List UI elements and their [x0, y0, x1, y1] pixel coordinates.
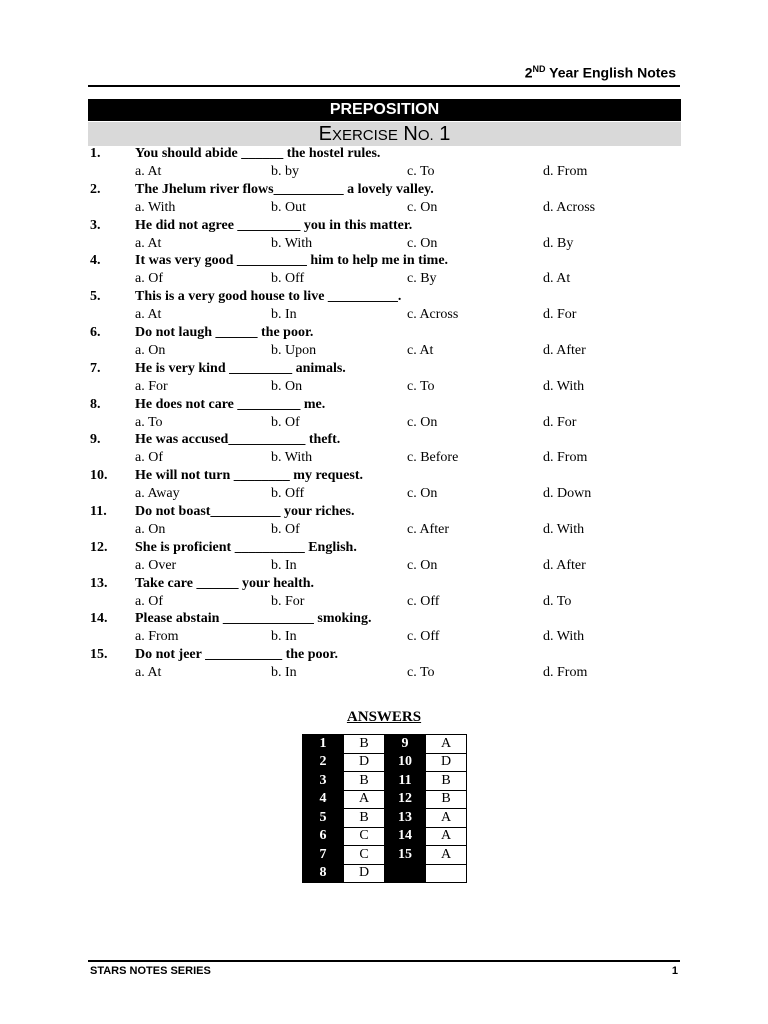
answer-letter: D — [426, 753, 467, 772]
option-b: b. On — [271, 378, 303, 394]
answer-letter: B — [344, 735, 385, 754]
question-text: You should abide ______ the hostel rules. — [135, 146, 381, 161]
question-item — [88, 325, 688, 361]
option-d: d. For — [543, 414, 577, 430]
option-b: b. Out — [271, 199, 306, 215]
answer-row — [303, 753, 467, 772]
option-b: b. Of — [271, 521, 300, 537]
answer-letter: A — [426, 827, 467, 846]
option-d: d. With — [543, 521, 585, 537]
option-b: b. For — [271, 593, 305, 609]
answer-letter: A — [426, 735, 467, 754]
question-text: She is proficient __________ English. — [135, 539, 357, 555]
answer-letter: A — [426, 846, 467, 865]
question-item — [88, 540, 688, 576]
option-d: d. With — [543, 378, 585, 394]
question-text: Do not boast__________ your riches. — [135, 503, 355, 519]
question-text: He is very kind _________ animals. — [135, 360, 346, 376]
option-c: c. Off — [407, 593, 440, 609]
answer-letter: B — [426, 772, 467, 791]
answer-letter: B — [344, 809, 385, 828]
answer-letter: D — [344, 753, 385, 772]
option-c: c. On — [407, 486, 438, 502]
option-b: b. Off — [271, 271, 305, 287]
question-number: 11. — [90, 503, 107, 519]
question-number: 9. — [90, 432, 101, 448]
option-a: a. With — [135, 199, 176, 215]
answer-question-number: 13 — [385, 809, 426, 828]
answer-question-number: 10 — [385, 753, 426, 772]
option-d: d. Down — [543, 486, 592, 502]
question-number: 6. — [90, 324, 101, 340]
section-title: PREPOSITION — [88, 99, 681, 121]
option-b: b. In — [271, 665, 297, 681]
question-text: He was accused___________ theft. — [135, 432, 341, 448]
question-number: 12. — [90, 539, 108, 555]
answer-letter: C — [344, 846, 385, 865]
option-c: c. Off — [407, 629, 440, 645]
answer-letter: A — [426, 809, 467, 828]
option-b: b. In — [271, 629, 297, 645]
option-c: c. By — [407, 271, 437, 287]
question-item — [88, 397, 688, 433]
option-c: c. After — [407, 521, 449, 537]
answer-letter — [426, 864, 467, 883]
option-a: a. Of — [135, 450, 163, 466]
option-c: c. On — [407, 235, 438, 251]
exercise-word-rest: XERCISE — [331, 127, 398, 144]
header-title: Year English Notes — [545, 64, 676, 81]
option-a: a. At — [135, 307, 162, 323]
answers-title: ANSWERS — [346, 709, 422, 725]
answer-question-number: 1 — [303, 735, 344, 754]
question-text: Please abstain _____________ smoking. — [135, 611, 372, 627]
question-number: 14. — [90, 611, 108, 627]
question-item — [88, 468, 688, 504]
question-text: This is a very good house to live __________. — [135, 289, 402, 305]
option-a: a. At — [135, 164, 162, 179]
option-d: d. After — [543, 557, 586, 573]
exercise-number: 1 — [433, 123, 451, 145]
option-d: d. From — [543, 665, 588, 681]
question-item — [88, 253, 688, 289]
question-item — [88, 647, 688, 683]
answer-question-number: 9 — [385, 735, 426, 754]
option-a: a. To — [135, 414, 163, 430]
question-text: Take care ______ your health. — [135, 575, 315, 591]
question-text: It was very good __________ him to help me in time. — [135, 253, 449, 269]
option-c: c. To — [407, 665, 435, 681]
exercise-no-cap: N — [403, 123, 418, 145]
header-year-suffix: ND — [532, 64, 546, 74]
answer-question-number — [385, 864, 426, 883]
answer-row — [303, 790, 467, 809]
option-b: b. Upon — [271, 342, 317, 358]
answer-question-number: 7 — [303, 846, 344, 865]
option-c: c. At — [407, 342, 434, 358]
option-a: a. Of — [135, 593, 163, 609]
answer-question-number: 4 — [303, 790, 344, 809]
header-note — [525, 64, 676, 81]
question-number: 7. — [90, 360, 101, 376]
question-number: 8. — [90, 396, 101, 412]
option-a: a. On — [135, 342, 166, 358]
option-a: a. For — [135, 378, 168, 394]
question-item — [88, 576, 688, 612]
option-c: c. On — [407, 414, 438, 430]
option-a: a. Of — [135, 271, 163, 287]
option-d: d. To — [543, 593, 572, 609]
option-c: c. To — [407, 164, 435, 179]
question-text: Do not laugh ______ the poor. — [135, 324, 314, 340]
option-c: c. On — [407, 199, 438, 215]
option-c: c. To — [407, 378, 435, 394]
option-c: c. On — [407, 557, 438, 573]
answer-letter: C — [344, 827, 385, 846]
answer-question-number: 2 — [303, 753, 344, 772]
question-item — [88, 361, 688, 397]
option-a: a. At — [135, 235, 162, 251]
answer-question-number: 3 — [303, 772, 344, 791]
question-item — [88, 146, 688, 182]
option-a: a. Away — [135, 486, 180, 502]
answer-row — [303, 864, 467, 883]
option-d: d. Across — [543, 199, 596, 215]
option-b: b. Of — [271, 414, 300, 430]
question-text: He does not care _________ me. — [135, 396, 326, 412]
option-d: d. At — [543, 271, 571, 287]
option-b: b. With — [271, 450, 313, 466]
question-number: 4. — [90, 253, 101, 269]
question-number: 5. — [90, 289, 101, 305]
question-text: He will not turn ________ my request. — [135, 468, 364, 484]
answer-row — [303, 735, 467, 754]
answer-row — [303, 772, 467, 791]
answer-letter: B — [426, 790, 467, 809]
option-d: d. With — [543, 629, 585, 645]
answers-table — [302, 734, 467, 883]
answer-question-number: 8 — [303, 864, 344, 883]
answer-question-number: 12 — [385, 790, 426, 809]
answer-question-number: 5 — [303, 809, 344, 828]
answer-question-number: 6 — [303, 827, 344, 846]
question-number: 10. — [90, 468, 108, 484]
question-list — [88, 146, 688, 683]
answer-question-number: 11 — [385, 772, 426, 791]
question-number: 3. — [90, 217, 101, 233]
question-text: He did not agree _________ you in this matter. — [135, 217, 413, 233]
question-text: The Jhelum river flows__________ a lovely valley. — [135, 181, 434, 197]
exercise-heading — [88, 122, 681, 146]
header-divider — [88, 85, 680, 87]
answer-letter: B — [344, 772, 385, 791]
exercise-no-rest: O. — [417, 127, 434, 144]
question-number: 1. — [90, 146, 101, 161]
question-number: 15. — [90, 647, 108, 663]
question-item — [88, 504, 688, 540]
option-d: d. From — [543, 450, 588, 466]
option-a: a. Over — [135, 557, 177, 573]
option-b: b. In — [271, 557, 297, 573]
option-b: b. In — [271, 307, 297, 323]
question-item — [88, 432, 688, 468]
option-b: b. by — [271, 164, 299, 179]
question-number: 13. — [90, 575, 108, 591]
footer-divider — [88, 960, 680, 962]
header-year: 2 — [524, 64, 533, 81]
question-item — [88, 611, 688, 647]
option-b: b. With — [271, 235, 313, 251]
exercise-word-cap: E — [318, 123, 332, 145]
option-c: c. Across — [407, 307, 459, 323]
option-d: d. From — [543, 164, 588, 179]
question-item — [88, 182, 688, 218]
answer-row — [303, 846, 467, 865]
answer-row — [303, 827, 467, 846]
option-d: d. For — [543, 307, 577, 323]
option-d: d. After — [543, 342, 586, 358]
page-number: 1 — [671, 965, 678, 977]
option-d: d. By — [543, 235, 574, 251]
answer-question-number: 14 — [385, 827, 426, 846]
option-a: a. At — [135, 665, 162, 681]
question-number: 2. — [90, 181, 101, 197]
answer-letter: A — [344, 790, 385, 809]
question-text: Do not jeer ___________ the poor. — [135, 647, 338, 663]
answer-question-number: 15 — [385, 846, 426, 865]
question-item — [88, 218, 688, 254]
answer-letter: D — [344, 864, 385, 883]
option-b: b. Off — [271, 486, 305, 502]
question-item — [88, 289, 688, 325]
option-a: a. From — [135, 629, 179, 645]
option-c: c. Before — [407, 450, 459, 466]
answer-row — [303, 809, 467, 828]
option-a: a. On — [135, 521, 166, 537]
footer-series: STARS NOTES SERIES — [90, 965, 211, 977]
